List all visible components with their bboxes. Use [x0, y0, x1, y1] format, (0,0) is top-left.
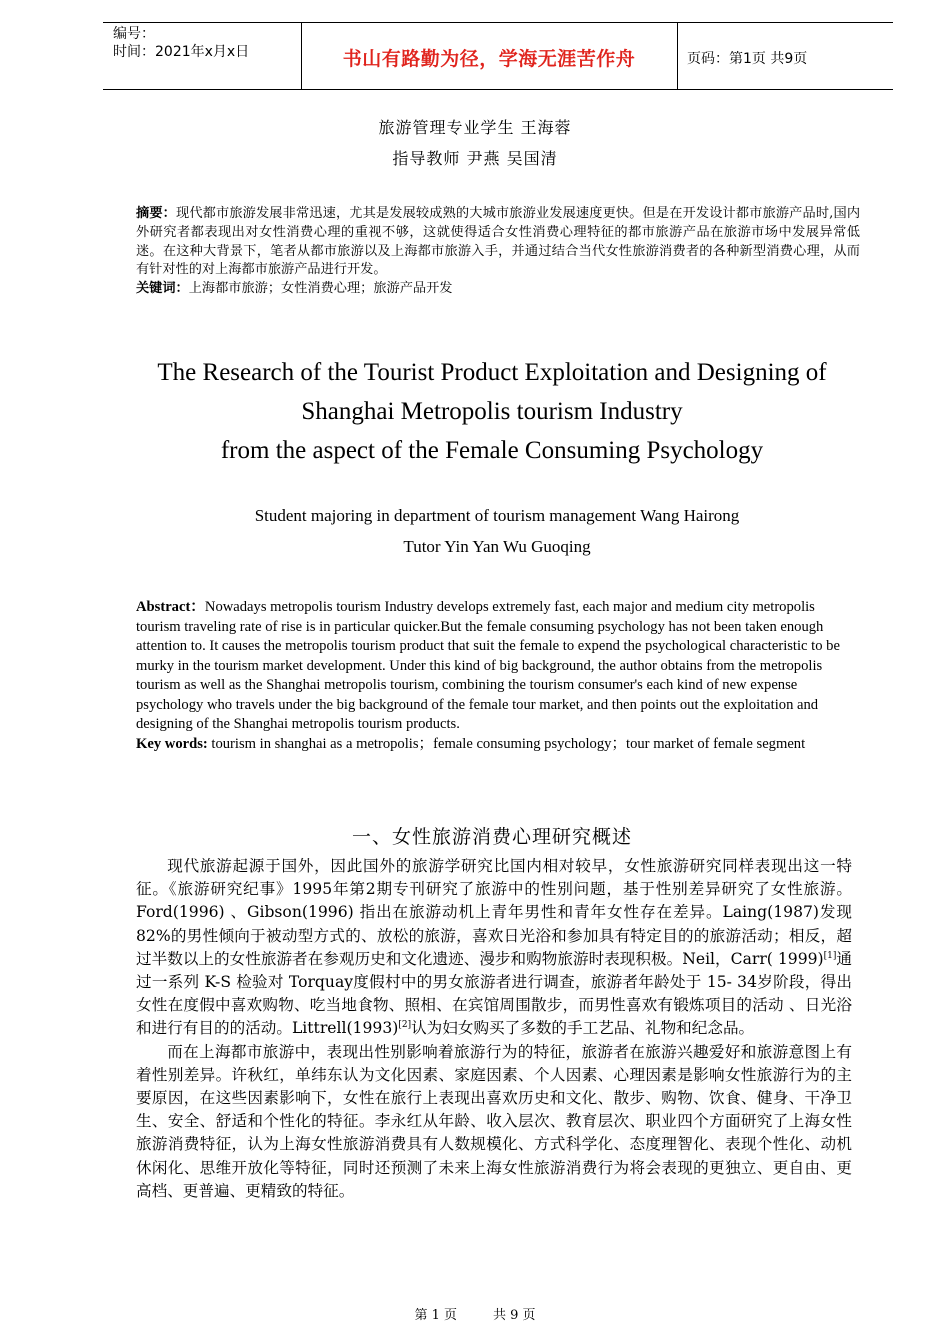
page-header: [103, 22, 893, 89]
paragraph: [136, 855, 852, 1041]
en-author-tutor: Tutor Yin Yan Wu Guoqing: [403, 537, 591, 556]
en-abstract-label: Abstract：: [136, 599, 205, 615]
cn-author-student: 旅游管理专业学生 王海蓉: [378, 118, 572, 137]
en-title-line1: The Research of the Tourist Product Exploitation and Designing of: [157, 359, 827, 386]
cn-abstract: [136, 205, 860, 299]
en-title-line3: from the aspect of the Female Consuming Psychology: [220, 437, 764, 464]
en-abstract-text: Nowadays metropolis tourism Industry develops extremely fast, each major and medium city metropolis tourism traveling rate of rise is in particular quicker.But the female consuming psychology has not been taken enough attention to. It causes the metropolis tourism product that suit the female to expend the psychological characteristic to be murky in the tourism market development. Under this kind of big background, the author obtains from the metropolis tourism as well as the Shanghai metropolis tourism, combining the tourism consumer's each kind of new expense psychology who travels under the big background of the female tour market, and then points out the exploitation and designing of the Shanghai metropolis tourism products.: [136, 599, 840, 732]
cn-keywords-label: 关键词：: [136, 281, 189, 297]
footer-page: 第 1 页: [414, 1308, 457, 1323]
paragraph-text: 通过一系列 K-S 检验对 Torquay度假村中的男女旅游者进行调查，旅游者年龄处于 15- 34岁阶段，得出女性在度假中喜欢购物、吃当地食物、照相、在宾馆周围散步，而男性喜欢有锻炼项目的活动 、日光浴和进行有目的的活动。Littrell(1993): [136, 949, 852, 1038]
paragraph-text: 认为妇女购买了多数的手工艺品、礼物和纪念品。: [411, 1019, 755, 1038]
citation: [1]: [823, 950, 837, 961]
header-divider: [677, 22, 678, 89]
citation: [2]: [398, 1020, 412, 1031]
paragraph-text: 现代旅游起源于国外，因此国外的旅游学研究比国内相对较早，女性旅游研究同样表现出这一特征。《旅游研究纪事》1995年第2期专刊研究了旅游中的性别问题，基于性别差异研究了女性旅游。Ford(1996) 、Gibson(1996) 指出在旅游动机上青年男性和青年女性存在差异。Laing(1987)发现 82%的男性倾向于被动型方式的、放松的旅游，喜欢日光浴和参加具有特定目的的旅游活动；相反，超过半数以上的女性旅游者在参观历史和文化遗迹、漫步和购物旅游时表现积极。Neil，Carr( 1999): [136, 857, 852, 968]
en-abstract: [136, 598, 852, 754]
paragraph: 而在上海都市旅游中，表现出性别影响着旅游行为的特征，旅游者在旅游兴趣爱好和旅游意图上有着性别差异。许秋红，单纬东认为文化因素、家庭因素、个人因素、心理因素是影响女性旅游行为的主要原因，在这些因素影响下，女性在旅行上表现出喜欢历史和文化、散步、购物、饮食、健身、干净卫生、安全、舒适和个性化的特征。李永红从年龄、收入层次、教育层次、职业四个方面研究了上海女性旅游消费特征，认为上海女性旅游消费具有人数规模化、方式科学化、态度理智化、表现个性化、动机休闲化、思维开放化等特征，同时还预测了未来上海女性旅游消费行为将会表现的更独立、更自由、更高档、更普遍、更精致的特征。: [136, 1042, 852, 1200]
cn-abstract-text: 现代都市旅游发展非常迅速，尤其是发展较成熟的大城市旅游业发展速度更快。但是在开发设计都市旅游产品时,国内外研究者都表现出对女性消费心理的重视不够，这就使得适合女性消费心理特征的都市旅游产品在旅游市场中发展异常低迷。在这种大背景下，笔者从都市旅游以及上海都市旅游入手，并通过结合当代女性旅游消费者的各种新型消费心理，从而有针对性的对上海都市旅游产品进行开发。: [136, 206, 861, 278]
cn-keywords: 上海都市旅游；女性消费心理；旅游产品开发: [188, 281, 453, 297]
cn-author-tutor: 指导教师 尹燕 吴国清: [392, 149, 558, 168]
en-keywords-label: Key words:: [136, 735, 208, 752]
cn-abstract-label: 摘要：: [136, 206, 176, 221]
en-title-line2: Shanghai Metropolis tourism Industry: [301, 398, 683, 425]
header-meta: [113, 25, 249, 61]
footer-total: 共 9 页: [493, 1308, 536, 1323]
header-top-rule: [103, 22, 893, 23]
date-label: 时间：2021年x月x日: [113, 44, 250, 60]
section-title: 一、女性旅游消费心理研究概述: [351, 826, 632, 848]
en-keywords: tourism in shanghai as a metropolis；female consuming psychology；tour market of female segment: [207, 735, 806, 752]
section-body: [136, 855, 852, 1203]
header-page-label: 页码：第1页 共9页: [687, 51, 808, 67]
en-author-student: Student majoring in department of tourism management Wang Hairong: [254, 506, 740, 525]
page-footer: [0, 1304, 950, 1323]
header-motto: 书山有路勤为径，学海无涯苦作舟: [342, 48, 636, 70]
number-label: 编号：: [113, 26, 155, 42]
header-bottom-rule: [103, 89, 893, 90]
